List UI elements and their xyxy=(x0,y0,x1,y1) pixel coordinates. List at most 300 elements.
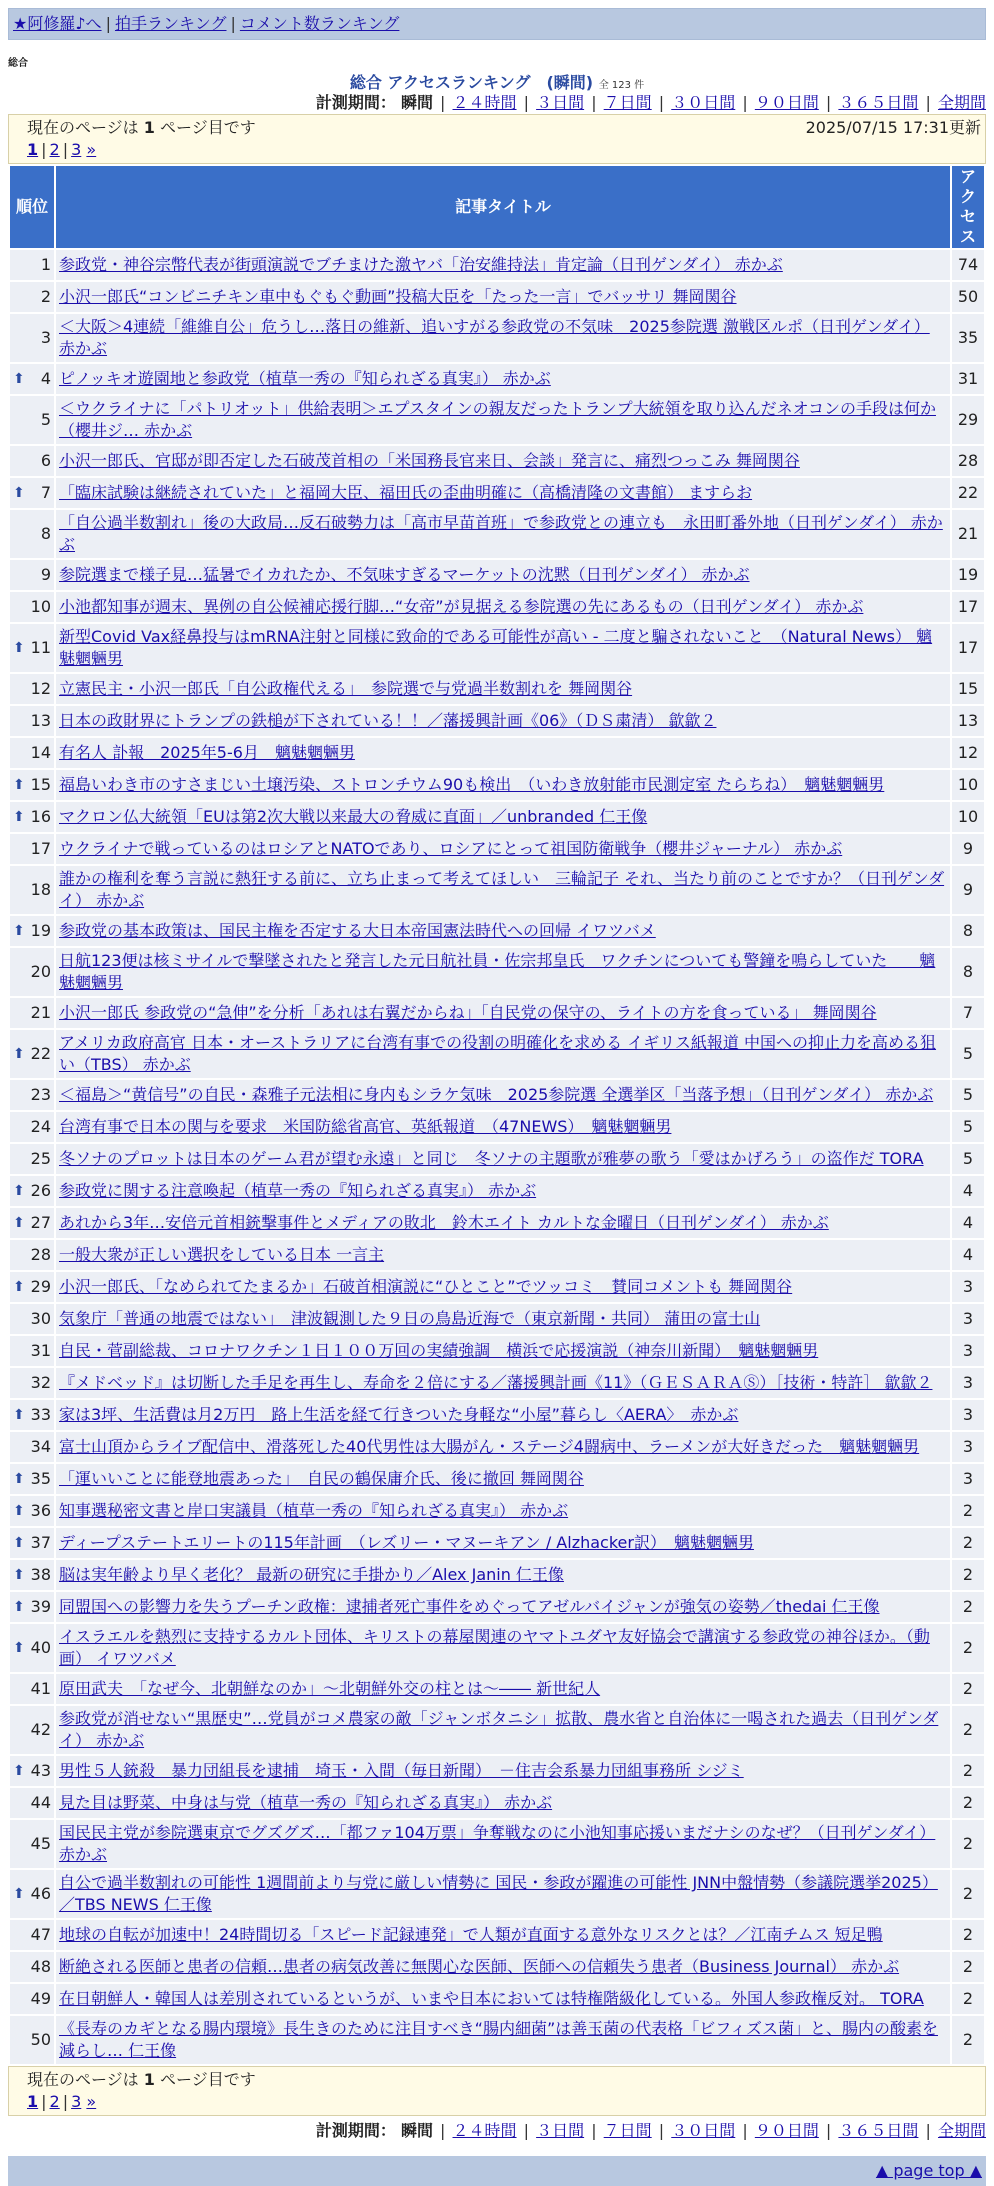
rank-cell xyxy=(10,866,54,914)
table-row xyxy=(10,560,984,590)
rank-number: 11 xyxy=(30,638,51,657)
period-link[interactable]: ２４時間 xyxy=(452,93,517,112)
table-row xyxy=(10,1368,984,1398)
access-count: 8 xyxy=(952,916,984,946)
access-count: 17 xyxy=(952,592,984,622)
access-count: 5 xyxy=(952,1030,984,1078)
title-cell xyxy=(56,1528,950,1558)
period-separator: | xyxy=(737,2121,753,2140)
access-count: 10 xyxy=(952,802,984,832)
rank-cell xyxy=(10,364,54,394)
table-row xyxy=(10,1464,984,1494)
rank-number: 9 xyxy=(40,565,51,584)
page-separator: | xyxy=(62,2092,69,2111)
period-label-bottom: 計測期間： xyxy=(315,2121,396,2140)
article-link[interactable]: ウクライナで戦っているのはロシアとNATOであり、ロシアにとって祖国防衛戦争（櫻井ジャーナル） 赤かぶ xyxy=(59,839,843,858)
title-cell xyxy=(56,866,950,914)
title-cell xyxy=(56,364,950,394)
title-cell xyxy=(56,1706,950,1754)
updated-timestamp: 2025/07/15 17:31更新 xyxy=(805,118,981,137)
article-link[interactable]: ＜福島＞“黄信号”の自民・森雅子元法相に身内もシラケ気味 2025参院選 全選挙区「当落予想」（日刊ゲンダイ） 赤かぶ xyxy=(59,1085,934,1104)
article-link[interactable]: 脳は実年齢より早く老化？ 最新の研究に手掛かり／Alex Janin 仁王像 xyxy=(59,1565,564,1584)
title-cell xyxy=(56,802,950,832)
page-link[interactable]: 2 xyxy=(49,140,60,159)
title-cell xyxy=(56,1870,950,1918)
page-title: 総合 アクセスランキング (瞬間) xyxy=(349,73,594,92)
access-count: 2 xyxy=(952,1952,984,1982)
article-link[interactable]: ＜ウクライナに「パトリオット」供給表明＞エプスタインの親友だったトランプ大統領を取り込んだネオコンの手段は何か（櫻井ジ… 赤かぶ xyxy=(59,399,936,440)
article-link[interactable]: 『メドベッド』は切断した手足を再生し、寿命を２倍にする／藩援興計画《11》（ＧＥＳＡＲＡⓈ）［技術・特許］ 歙歙２ xyxy=(59,1373,933,1392)
article-link[interactable]: 日本の政財界にトランプの鉄槌が下されている！！／藩援興計画《06》（ＤＳ粛清） 歙歙２ xyxy=(59,711,717,730)
article-link[interactable]: アメリカ政府高官 日本・オーストラリアに台湾有事での役割の明確化を求める イギリス紙報道 中国への抑止力を高める狙い（TBS） 赤かぶ xyxy=(59,1033,937,1074)
period-link[interactable]: ９０日間 xyxy=(754,93,819,112)
article-link[interactable]: 参政党に関する注意喚起（植草一秀の『知られざる真実』） 赤かぶ xyxy=(59,1181,537,1200)
access-count: 2 xyxy=(952,1788,984,1818)
rank-up-arrow-icon: ⬆ xyxy=(13,371,25,387)
rank-number: 26 xyxy=(30,1181,51,1200)
period-link-bottom[interactable]: ２４時間 xyxy=(452,2121,517,2140)
table-row xyxy=(10,1528,984,1558)
access-count: 2 xyxy=(952,1870,984,1918)
article-link[interactable]: 冬ソナのプロットは日本のゲーム君が望む永遠」と同じ 冬ソナの主題歌が雅夢の歌う「愛はかげろう」の盗作だ TORA xyxy=(59,1149,924,1168)
article-link[interactable]: 小沢一郎氏 参政党の“急伸”を分析「あれは右翼だからね」「自民党の保守の、ライトの方を食っている」 舞岡関谷 xyxy=(59,1003,877,1022)
pager-top xyxy=(8,114,986,164)
article-link[interactable]: 小沢一郎氏、官邸が即否定した石破茂首相の「米国務長官来日、会談」発言に、痛烈つっこみ 舞岡関谷 xyxy=(59,451,800,470)
access-count: 9 xyxy=(952,834,984,864)
table-row xyxy=(10,1432,984,1462)
period-separator: | xyxy=(820,93,837,112)
rank-cell xyxy=(10,1432,54,1462)
rank-up-arrow-icon: ⬆ xyxy=(13,1471,25,1487)
access-count: 29 xyxy=(952,396,984,444)
access-count: 35 xyxy=(952,314,984,362)
rank-up-arrow-icon: ⬆ xyxy=(13,1183,25,1199)
access-count: 2 xyxy=(952,1820,984,1868)
access-count: 3 xyxy=(952,1432,984,1462)
title-cell xyxy=(56,1432,950,1462)
title-cell xyxy=(56,592,950,622)
article-link[interactable]: 在日朝鮮人・韓国人は差別されているというが、いまや日本においては特権階級化している。外国人参政権反対。 TORA xyxy=(59,1989,924,2008)
title-cell xyxy=(56,706,950,736)
table-row xyxy=(10,770,984,800)
access-count: 3 xyxy=(952,1304,984,1334)
rank-number: 12 xyxy=(30,679,51,698)
period-link-bottom[interactable]: ３６５日間 xyxy=(838,2121,919,2140)
access-count: 3 xyxy=(952,1336,984,1366)
rank-cell xyxy=(10,1984,54,2014)
rank-cell xyxy=(10,1528,54,1558)
title-cell xyxy=(56,738,950,768)
rank-cell xyxy=(10,560,54,590)
period-link-bottom[interactable]: ７日間 xyxy=(603,2121,652,2140)
title-cell xyxy=(56,1240,950,1270)
rank-up-arrow-icon: ⬆ xyxy=(13,1279,25,1295)
article-link[interactable]: 参院選まで様子見…猛暑でイカれたか、不気味すぎるマーケットの沈黙（日刊ゲンダイ） 赤かぶ xyxy=(59,565,750,584)
table-row xyxy=(10,1176,984,1206)
table-row xyxy=(10,1336,984,1366)
pager-bottom xyxy=(8,2066,986,2116)
table-row xyxy=(10,1304,984,1334)
title-cell xyxy=(56,1592,950,1622)
rank-number: 16 xyxy=(30,807,51,826)
table-row xyxy=(10,1870,984,1918)
article-link[interactable]: イスラエルを熱烈に支持するカルト団体、キリストの幕屋関連のヤマトユダヤ友好協会で講演する参政党の神谷ほか。（動画） イワツバメ xyxy=(59,1627,930,1668)
access-count: 2 xyxy=(952,1496,984,1526)
rank-number: 2 xyxy=(40,287,51,306)
period-selector-top xyxy=(8,92,986,114)
rank-up-arrow-icon: ⬆ xyxy=(13,1407,25,1423)
rank-number: 39 xyxy=(30,1597,51,1616)
table-row xyxy=(10,948,984,996)
rank-cell xyxy=(10,446,54,476)
article-link[interactable]: 新型Covid Vax経鼻投与はmRNA注射と同様に致命的である可能性が高い - 二度と騙されないこと （Natural News） 魑魅魍魎男 xyxy=(59,627,933,668)
rank-number: 42 xyxy=(30,1720,51,1739)
rank-number: 5 xyxy=(40,410,51,429)
rank-number: 19 xyxy=(30,921,51,940)
rank-up-arrow-icon: ⬆ xyxy=(13,1535,25,1551)
article-link[interactable]: 参政党の基本政策は、国民主権を否定する大日本帝国憲法時代への回帰 イワツバメ xyxy=(59,921,656,940)
table-row xyxy=(10,592,984,622)
rank-number: 20 xyxy=(30,962,51,981)
article-link[interactable]: 気象庁「普通の地震ではない」 津波観測した９日の鳥島近海で（東京新聞・共同） 蒲田の富士山 xyxy=(59,1309,761,1328)
article-link[interactable]: 地球の自転が加速中！24時間切る「スピード記録連発」で人類が直面する意外なリスクとは？／江南チムス 短足鴨 xyxy=(59,1925,883,1944)
article-link[interactable]: 原田武夫 「なぜ今、北朝鮮なのか」～北朝鮮外交の柱とは～―― 新世紀人 xyxy=(59,1679,601,1698)
page-links-top xyxy=(27,139,967,161)
article-link[interactable]: 小沢一郎氏、「なめられてたまるか」石破首相演説に“ひとこと”でツッコミ 賛同コメントも 舞岡関谷 xyxy=(59,1277,793,1296)
rank-cell xyxy=(10,478,54,508)
article-link[interactable]: 「臨床試験は継続されていた」と福岡大臣、福田氏の歪曲明確に（高橋清隆の文書館） ますらお xyxy=(59,483,753,502)
rank-number: 28 xyxy=(30,1245,51,1264)
table-row xyxy=(10,624,984,672)
period-link-bottom[interactable]: ３日間 xyxy=(536,2121,585,2140)
title-cell xyxy=(56,1624,950,1672)
title-cell xyxy=(56,674,950,704)
period-link[interactable]: ３０日間 xyxy=(671,93,736,112)
rank-cell xyxy=(10,510,54,558)
table-row xyxy=(10,738,984,768)
table-row xyxy=(10,866,984,914)
title-cell xyxy=(56,282,950,312)
rank-cell xyxy=(10,770,54,800)
table-row xyxy=(10,1820,984,1868)
period-separator: | xyxy=(586,2121,602,2140)
title-cell xyxy=(56,1952,950,1982)
access-count: 7 xyxy=(952,998,984,1028)
rank-cell xyxy=(10,1176,54,1206)
period-current: 瞬間 xyxy=(400,93,433,112)
rank-number: 3 xyxy=(40,328,51,347)
table-row xyxy=(10,396,984,444)
bottom-bar xyxy=(8,2156,986,2186)
access-count: 5 xyxy=(952,1080,984,1110)
rank-cell xyxy=(10,1208,54,1238)
rank-cell xyxy=(10,1560,54,1590)
period-separator: | xyxy=(737,93,753,112)
table-row xyxy=(10,1112,984,1142)
article-link[interactable]: 福島いわき市のすさまじい土壌汚染、ストロンチウム90も検出 （いわき放射能市民測定室 たらちね） 魑魅魍魎男 xyxy=(59,775,885,794)
table-row xyxy=(10,1756,984,1786)
rank-number: 43 xyxy=(30,1761,51,1780)
rank-number: 45 xyxy=(30,1834,51,1853)
rank-number: 47 xyxy=(30,1925,51,1944)
table-row xyxy=(10,250,984,280)
page-current-link[interactable]: 1 xyxy=(27,140,39,159)
article-link[interactable]: 参政党・神谷宗幣代表が街頭演説でブチまけた激ヤバ「治安維持法」肯定論（日刊ゲンダイ） 赤かぶ xyxy=(59,255,783,274)
access-count: 2 xyxy=(952,1528,984,1558)
rank-cell xyxy=(10,250,54,280)
header-title: 記事タイトル xyxy=(56,166,950,248)
rank-cell xyxy=(10,1870,54,1918)
access-count: 2 xyxy=(952,1756,984,1786)
access-count: 21 xyxy=(952,510,984,558)
article-link[interactable]: ピノッキオ遊園地と参政党（植草一秀の『知られざる真実』） 赤かぶ xyxy=(59,369,551,388)
page-current-link[interactable]: 1 xyxy=(27,2092,39,2111)
access-count: 3 xyxy=(952,1368,984,1398)
access-count: 5 xyxy=(952,1112,984,1142)
article-link[interactable]: 一般大衆が正しい選択をしている日本 一言主 xyxy=(59,1245,385,1264)
article-link[interactable]: 有名人 訃報 2025年5-6月 魑魅魍魎男 xyxy=(59,743,355,762)
period-separator: | xyxy=(653,2121,670,2140)
title-cell xyxy=(56,1920,950,1950)
title-cell xyxy=(56,1030,950,1078)
period-link[interactable]: 全期間 xyxy=(937,93,986,112)
period-link[interactable]: ３６５日間 xyxy=(838,93,919,112)
article-link[interactable]: 断絶される医師と患者の信頼…患者の病気改善に無関心な医師、医師への信頼失う患者（Business Journal） 赤かぶ xyxy=(59,1957,900,1976)
access-count: 10 xyxy=(952,770,984,800)
period-separator: | xyxy=(920,2121,936,2140)
rank-number: 50 xyxy=(30,2030,51,2049)
rank-number: 49 xyxy=(30,1989,51,2008)
period-link-bottom[interactable]: ３０日間 xyxy=(671,2121,736,2140)
title-cell xyxy=(56,560,950,590)
article-link[interactable]: 富士山頂からライブ配信中、滑落死した40代男性は大腸がん・ステージ4闘病中、ラーメンが大好きだった 魑魅魍魎男 xyxy=(59,1437,920,1456)
rank-cell xyxy=(10,916,54,946)
article-link[interactable]: 《長寿のカギとなる腸内環境》長生きのために注目すべき“腸内細菌”は善玉菌の代表格「ビフィズス菌」と、腸内の酸素を減らし… 仁王像 xyxy=(59,2019,938,2060)
title-cell xyxy=(56,1674,950,1704)
table-row xyxy=(10,998,984,1028)
rank-number: 40 xyxy=(30,1638,51,1657)
access-count: 22 xyxy=(952,478,984,508)
title-cell xyxy=(56,446,950,476)
article-link[interactable]: 参政党が消せない“黒歴史”…党員がコメ農家の敵「ジャンボタニシ」拡散、農水省と自治体に一喝された過去（日刊ゲンダイ） 赤かぶ xyxy=(59,1709,939,1750)
rank-number: 10 xyxy=(30,597,51,616)
article-link[interactable]: 小池都知事が週末、異例の自公候補応援行脚…“女帝”が見据える参院選の先にあるもの（日刊ゲンダイ） 赤かぶ xyxy=(59,597,864,616)
page-title-line xyxy=(8,70,986,92)
article-link[interactable]: 小沢一郎氏“コンビニチキン車中もぐもぐ動画”投稿大臣を「たった一言」でバッサリ 舞岡関谷 xyxy=(59,287,737,306)
article-link[interactable]: 国民民主党が参院選東京でグズグズ…「都ファ104万票」争奪戦なのに小池知事応援いまだナシのなぜ？（日刊ゲンダイ） 赤かぶ xyxy=(59,1823,936,1864)
article-link[interactable]: 家は3坪、生活費は月2万円 路上生活を経て行きついた身軽な“小屋”暮らし〈AERA〉 赤かぶ xyxy=(59,1405,739,1424)
title-cell xyxy=(56,2016,950,2064)
table-row xyxy=(10,1674,984,1704)
title-cell xyxy=(56,478,950,508)
access-count: 50 xyxy=(952,282,984,312)
rank-cell xyxy=(10,674,54,704)
article-link[interactable]: 見た目は野菜、中身は与党（植草一秀の『知られざる真実』） 赤かぶ xyxy=(59,1793,553,1812)
rank-cell xyxy=(10,834,54,864)
rank-up-arrow-icon: ⬆ xyxy=(13,1567,25,1583)
title-cell xyxy=(56,998,950,1028)
access-count: 19 xyxy=(952,560,984,590)
table-row xyxy=(10,1560,984,1590)
table-row xyxy=(10,1624,984,1672)
section-label: 総合 xyxy=(8,58,28,69)
title-cell xyxy=(56,1176,950,1206)
rank-up-arrow-icon: ⬆ xyxy=(13,777,25,793)
title-cell xyxy=(56,510,950,558)
article-link[interactable]: 男性５人銃殺 暴力団組長を逮捕 埼玉・入間（毎日新聞） －住吉会系暴力団組事務所 シジミ xyxy=(59,1761,744,1780)
title-cell xyxy=(56,1984,950,2014)
access-count: 12 xyxy=(952,738,984,768)
page-next-link[interactable]: » xyxy=(86,2092,97,2111)
article-link[interactable]: 「運いいことに能登地震あった」 自民の鶴保庸介氏、後に撤回 舞岡関谷 xyxy=(59,1469,584,1488)
article-link[interactable]: 立憲民主・小沢一郎氏「自公政権代える」 参院選で与党過半数割れを 舞岡関谷 xyxy=(59,679,633,698)
rank-cell xyxy=(10,1368,54,1398)
access-count: 4 xyxy=(952,1176,984,1206)
page-next-link[interactable]: » xyxy=(86,140,97,159)
rank-cell xyxy=(10,1624,54,1672)
period-separator: | xyxy=(518,93,535,112)
article-link[interactable]: ＜大阪＞4連続「維維自公」危うし…落日の維新、追いすがる参政党の不気味 2025参院選 激戦区ルポ（日刊ゲンダイ） 赤かぶ xyxy=(59,317,930,358)
page-links-bottom xyxy=(27,2091,967,2113)
article-link[interactable]: 台湾有事で日本の関与を要求 米国防総省高官、英紙報道 （47NEWS） 魑魅魍魎男 xyxy=(59,1117,672,1136)
access-count: 3 xyxy=(952,1272,984,1302)
access-count: 13 xyxy=(952,706,984,736)
table-row xyxy=(10,1208,984,1238)
period-link-bottom[interactable]: 全期間 xyxy=(937,2121,986,2140)
rank-number: 31 xyxy=(30,1341,51,1360)
period-selector-bottom xyxy=(8,2120,986,2142)
rank-up-arrow-icon: ⬆ xyxy=(13,1503,25,1519)
article-link[interactable]: 自民・菅副総裁、コロナワクチン１日１００万回の実績強調 横浜で応援演説（神奈川新聞） 魑魅魍魎男 xyxy=(59,1341,819,1360)
period-link-bottom[interactable]: ９０日間 xyxy=(754,2121,819,2140)
period-link[interactable]: ３日間 xyxy=(536,93,585,112)
article-link[interactable]: 自公で過半数割れの可能性 1週間前より与党に厳しい情勢に 国民・参政が躍進の可能性 JNN中盤情勢（参議院選挙2025）／TBS NEWS 仁王像 xyxy=(59,1873,938,1914)
rank-number: 18 xyxy=(30,880,51,899)
article-link[interactable]: あれから3年…安倍元首相銃撃事件とメディアの敗北 鈴木エイト カルトな金曜日（日刊ゲンダイ） 赤かぶ xyxy=(59,1213,829,1232)
rank-cell xyxy=(10,1304,54,1334)
table-row xyxy=(10,1030,984,1078)
title-cell xyxy=(56,1464,950,1494)
nav-applause-ranking-link[interactable]: 拍手ランキング xyxy=(114,14,227,33)
access-count: 2 xyxy=(952,1984,984,2014)
rank-up-arrow-icon: ⬆ xyxy=(13,1215,25,1231)
table-row xyxy=(10,1080,984,1110)
page-link[interactable]: 2 xyxy=(49,2092,60,2111)
period-link[interactable]: ７日間 xyxy=(603,93,652,112)
table-row xyxy=(10,1706,984,1754)
nav-comment-ranking-link[interactable]: コメント数ランキング xyxy=(239,14,400,33)
page-top-link[interactable]: ▲ page top ▲ xyxy=(875,2161,982,2180)
rank-up-arrow-icon: ⬆ xyxy=(13,1046,25,1062)
access-count: 9 xyxy=(952,866,984,914)
title-cell xyxy=(56,916,950,946)
rank-number: 30 xyxy=(30,1309,51,1328)
rank-number: 17 xyxy=(30,839,51,858)
table-row xyxy=(10,364,984,394)
rank-number: 38 xyxy=(30,1565,51,1584)
access-count: 2 xyxy=(952,2016,984,2064)
rank-up-arrow-icon: ⬆ xyxy=(13,485,25,501)
period-current-bottom: 瞬間 xyxy=(400,2121,433,2140)
rank-cell xyxy=(10,1112,54,1142)
title-cell xyxy=(56,1080,950,1110)
table-row xyxy=(10,1788,984,1818)
ranking-table xyxy=(8,164,986,2066)
rank-number: 15 xyxy=(30,775,51,794)
rank-cell xyxy=(10,1144,54,1174)
rank-number: 29 xyxy=(30,1277,51,1296)
rank-cell xyxy=(10,998,54,1028)
article-link[interactable]: 知事選秘密文書と岸口実議員（植草一秀の『知られざる真実』） 赤かぶ xyxy=(59,1501,569,1520)
page-link[interactable]: 3 xyxy=(71,140,82,159)
article-link[interactable]: 日航123便は核ミサイルで撃墜されたと発言した元日航社員・佐宗邦皇氏 ワクチンについても警鐘を鳴らしていた 魑魅魍魎男 xyxy=(59,951,936,992)
rank-cell xyxy=(10,1496,54,1526)
rank-cell xyxy=(10,1030,54,1078)
table-row xyxy=(10,916,984,946)
article-link[interactable]: 同盟国への影響力を失うプーチン政権：逮捕者死亡事件をめぐってアゼルバイジャンが強気の姿勢／thedai 仁王像 xyxy=(59,1597,880,1616)
rank-cell xyxy=(10,592,54,622)
table-row xyxy=(10,1952,984,1982)
access-count: 28 xyxy=(952,446,984,476)
title-cell xyxy=(56,396,950,444)
rank-number: 37 xyxy=(30,1533,51,1552)
rank-number: 21 xyxy=(30,1003,51,1022)
rank-number: 44 xyxy=(30,1793,51,1812)
rank-number: 25 xyxy=(30,1149,51,1168)
rank-number: 33 xyxy=(30,1405,51,1424)
nav-home-link[interactable]: ★阿修羅♪へ xyxy=(13,14,102,33)
rank-number: 35 xyxy=(30,1469,51,1488)
table-row xyxy=(10,1144,984,1174)
access-count: 2 xyxy=(952,1920,984,1950)
rank-up-arrow-icon: ⬆ xyxy=(13,809,25,825)
title-cell xyxy=(56,624,950,672)
rank-up-arrow-icon: ⬆ xyxy=(13,1640,25,1656)
rank-cell xyxy=(10,2016,54,2064)
rank-cell xyxy=(10,282,54,312)
rank-up-arrow-icon: ⬆ xyxy=(13,1763,25,1779)
access-count: 2 xyxy=(952,1560,984,1590)
rank-number: 8 xyxy=(40,524,51,543)
page-info-num-bottom: 1 xyxy=(143,2070,155,2089)
rank-cell xyxy=(10,624,54,672)
period-separator: | xyxy=(653,93,670,112)
rank-cell xyxy=(10,948,54,996)
article-link[interactable]: ディープステートエリートの115年計画 （レズリー・マヌーキアン / Alzhacker訳） 魑魅魍魎男 xyxy=(59,1533,754,1552)
article-link[interactable]: マクロン仏大統領「EUは第2次大戦以来最大の脅威に直面」／unbranded 仁王像 xyxy=(59,807,648,826)
rank-number: 48 xyxy=(30,1957,51,1976)
page-separator: | xyxy=(41,140,47,159)
top-nav: ★阿修羅♪へ | 拍手ランキング | コメント数ランキング xyxy=(8,8,986,40)
access-count: 2 xyxy=(952,1706,984,1754)
title-cell xyxy=(56,1756,950,1786)
period-separator: | xyxy=(434,2121,451,2140)
page-link[interactable]: 3 xyxy=(71,2092,82,2111)
article-link[interactable]: 誰かの権利を奪う言説に熱狂する前に、立ち止まって考えてほしい 三輪記子 それ、当たり前のことですか？（日刊ゲンダイ） 赤かぶ xyxy=(59,869,945,910)
title-cell xyxy=(56,1112,950,1142)
access-count: 2 xyxy=(952,1624,984,1672)
title-cell xyxy=(56,834,950,864)
table-row xyxy=(10,1496,984,1526)
title-cell xyxy=(56,1400,950,1430)
rank-up-arrow-icon: ⬆ xyxy=(13,923,25,939)
table-row xyxy=(10,1920,984,1950)
rank-number: 32 xyxy=(30,1373,51,1392)
rank-cell xyxy=(10,314,54,362)
table-row xyxy=(10,314,984,362)
rank-number: 36 xyxy=(30,1501,51,1520)
article-link[interactable]: 「自公過半数割れ」後の大政局…反石破勢力は「高市早苗首班」で参政党との連立も 永田町番外地（日刊ゲンダイ） 赤かぶ xyxy=(59,513,943,554)
